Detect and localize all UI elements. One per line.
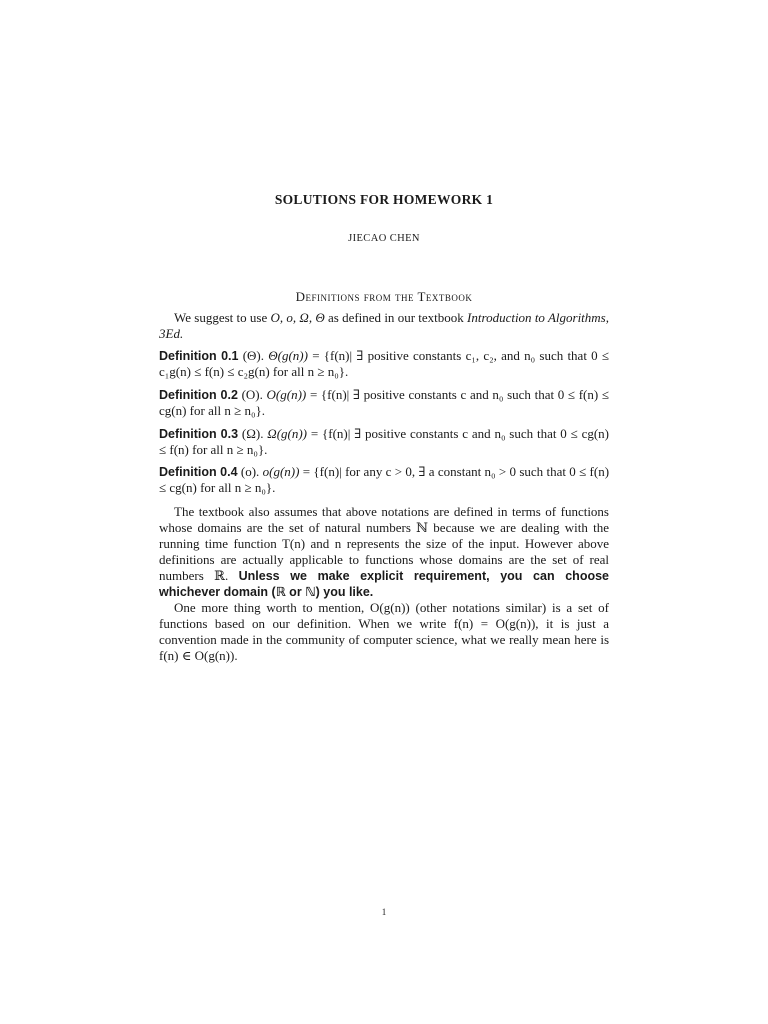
definition-0-3 [159, 426, 609, 458]
author-name: JIECAO CHEN [348, 233, 420, 244]
definition-symbol: (O). [241, 387, 263, 402]
definition-label: Definition 0.1 [159, 349, 239, 363]
definition-lhs: O(g(n)) [266, 387, 307, 402]
notation-paragraph: One more thing worth to mention, O(g(n)) (other notations similar) is a set of functions based on our definition. When we write f(n) = O(g(n)), it is just a convention made in the community of computer science, what we really mean here is f(n) ∈ O(g(n)). [159, 600, 609, 663]
definition-lhs: Ω(g(n)) [267, 426, 308, 441]
definition-label: Definition 0.4 [159, 465, 238, 479]
definition-lhs: o(g(n)) [262, 464, 300, 479]
definition-lhs: Θ(g(n)) [268, 348, 308, 363]
intro-prefix: We suggest to use [174, 310, 271, 325]
definition-0-4 [159, 464, 609, 496]
definition-text: = {f(n)| ∃ positive constants c and n₀ such that 0 ≤ cg(n) ≤ f(n) for all n ≥ n₀}. [159, 426, 609, 457]
domain-paragraph-text: The textbook also assumes that above notations are defined in terms of functions whose domains are the set of natural numbers ℕ because we are dealing with the running time function T(n) and n represents the size of the input. However above definitions are actually applicable to functions whose domains are the set of real numbers ℝ. [159, 504, 609, 583]
definition-symbol: (Ω). [241, 426, 264, 441]
definition-symbol: (o). [240, 464, 260, 479]
intro-middle: as defined in our textbook [324, 310, 468, 325]
definition-text: = {f(n)| for any c > 0, ∃ a constant n₀ > 0 such that 0 ≤ f(n) ≤ cg(n) for all n ≥ n₀}. [159, 464, 610, 495]
definition-text: = {f(n)| ∃ positive constants c₁, c₂, and n₀ such that 0 ≤ c₁g(n) ≤ f(n) ≤ c₂g(n) for all n ≥ n₀}. [159, 348, 610, 379]
intro-notations: O, o, Ω, Θ [270, 310, 325, 325]
definition-label: Definition 0.2 [159, 388, 238, 402]
definition-text: = {f(n)| ∃ positive constants c and n₀ such that 0 ≤ f(n) ≤ cg(n) for all n ≥ n₀}. [159, 387, 610, 418]
definition-label: Definition 0.3 [159, 427, 239, 441]
intro-paragraph [159, 310, 609, 342]
section-heading: Definitions from the Textbook [295, 289, 473, 304]
page-number: 1 [381, 907, 387, 917]
definition-0-1 [159, 348, 609, 380]
definition-symbol: (Θ). [242, 348, 264, 363]
domain-paragraph [159, 504, 609, 600]
document-title: SOLUTIONS FOR HOMEWORK 1 [274, 192, 494, 207]
definition-0-2 [159, 387, 609, 419]
intro-book-title: Introduction to Algorithms, 3Ed. [159, 310, 609, 341]
body-paragraphs [159, 504, 609, 664]
domain-paragraph-bold: Unless we make explicit requirement, you can choose whichever domain (ℝ or ℕ) you like. [159, 569, 609, 599]
